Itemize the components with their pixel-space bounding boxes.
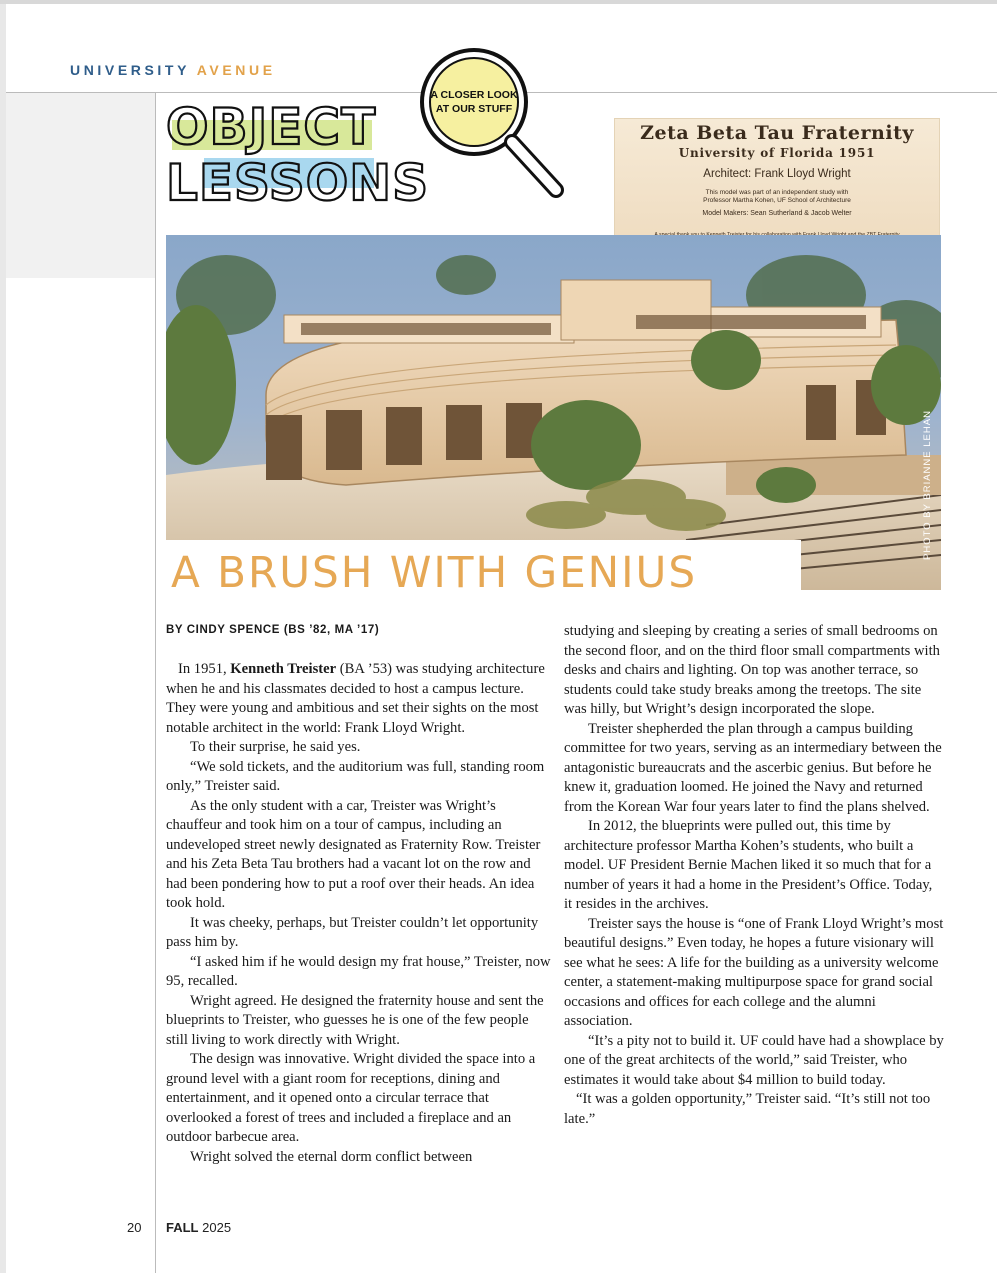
margin-shade [6, 93, 155, 278]
badge-line-1: A CLOSER LOOK [430, 89, 518, 101]
magnifier-icon [422, 50, 556, 190]
label-line-6: Model Makers: Sean Sutherland & Jacob Welter [702, 210, 852, 217]
page-number: 20 [127, 1220, 142, 1235]
article-column-right [564, 622, 944, 1129]
photo-credit-text: PHOTO BY BRIANNE LEHAN [922, 410, 933, 560]
paragraph-13: Treister says the house is “one of Frank Lloyd Wright’s most beautiful designs.” Even today, he hopes a future visionary will see what he sees: A life for the building as a university welcome center, a statement-making multipurpose space for grand social occasions and offices for each college and the alumni association. [564, 915, 944, 1029]
paragraph-10: studying and sleeping by creating a series of small bedrooms on the second floor, and on the third floor small compartments with desks and chairs and lighting. On top was another terrace, so students could take study breaks among the treetops. The site was hilly, but Wright’s design incorporated the slope. [564, 623, 940, 717]
issue-label [166, 1220, 231, 1235]
column-title-art [160, 40, 580, 220]
issue-season: FALL [166, 1220, 199, 1235]
column-title-line-2: LESSONS [166, 154, 430, 212]
label-line-1: Zeta Beta Tau Fraternity [640, 122, 914, 144]
label-line-3: Architect: Frank Lloyd Wright [703, 168, 851, 180]
paragraph-1-body: (BA ’53) was studying architecture when he and his classmates decided to host a campus lecture. They were young and ambitious and set their sights on the most notable architect in the world: Frank Lloyd Wright. [166, 661, 545, 736]
label-line-4: This model was part of an independent study with [705, 189, 849, 196]
issue-year: 2025 [202, 1220, 232, 1235]
paragraph-7: Wright agreed. He designed the fraternity house and sent the blueprints to Treister, who guesses he is one of the few people still living to work directly with Wright. [166, 992, 544, 1048]
paragraph-2: To their surprise, he said yes. [190, 739, 361, 755]
paragraph-15: “It was a golden opportunity,” Treister said. “It’s still not too late.” [564, 1091, 931, 1127]
top-edge [0, 0, 997, 4]
paragraph-12: In 2012, the blueprints were pulled out, this time by architecture professor Martha Kohen’s students, who built a model. UF President Bernie Machen liked it so much that for a number of years it had a home in the President’s Office. Today, it resides in the archives. [564, 818, 933, 912]
paragraph-4: As the only student with a car, Treister was Wright’s chauffeur and took him on a tour of campus, including an undeveloped street newly designated as Fraternity Row. Treister and his Zeta Beta Tau brothers had a vacant lot on the row and had been pondering how to put a roof over their heads. An idea took hold. [166, 797, 541, 911]
label-line-5: Professor Martha Kohen, UF School of Architecture [703, 197, 851, 204]
paragraph-3: “We sold tickets, and the auditorium was full, standing room only,” Treister said. [166, 758, 545, 794]
paragraph-9: Wright solved the eternal dorm conflict between [190, 1148, 473, 1165]
column-title-line-1: OBJECT [166, 98, 377, 156]
section-word-1: UNIVERSITY [70, 62, 190, 78]
byline: BY CINDY SPENCE (BS ’82, MA ’17) [166, 624, 380, 636]
article-column-left [166, 660, 551, 1167]
label-line-2: University of Florida 1951 [678, 146, 876, 160]
paragraph-1 [166, 660, 551, 738]
paragraph-5: It was cheeky, perhaps, but Treister couldn’t let opportunity pass him by. [166, 914, 539, 950]
paragraph-6: “I asked him if he would design my frat house,” Treister, now 95, recalled. [166, 953, 551, 989]
paragraph-1-lead: In 1951, [178, 661, 231, 677]
photo-credit [920, 395, 940, 560]
model-photo [166, 235, 941, 590]
badge-line-2: AT OUR STUFF [435, 103, 513, 115]
model-label-card [614, 118, 940, 244]
paragraph-14: “It’s a pity not to build it. UF could have had a showplace by one of the great architects of the world,” said Treister, who estimates it would take about $4 million to build today. [564, 1032, 944, 1088]
paragraph-11: Treister shepherded the plan through a campus building committee for two years, serving as an intermediary between the antagonistic bureaucrats and the ascerbic genius. But before he knew it, graduation loomed. He joined the Navy and returned from the Korean War four years later to find the plans shelved. [564, 720, 942, 815]
paragraph-8: The design was innovative. Wright divided the space into a ground level with a giant room for receptions, dining and entertainment, and it opened onto a circular terrace that overlooked a forest of trees and included a fireplace and an outdoor barbecue area. [166, 1051, 536, 1145]
paragraph-1-name: Kenneth Treister [230, 661, 337, 677]
margin-rule [155, 92, 156, 1273]
section-word-2: AVENUE [196, 62, 276, 78]
headline: A BRUSH WITH GENIUS [171, 548, 698, 598]
